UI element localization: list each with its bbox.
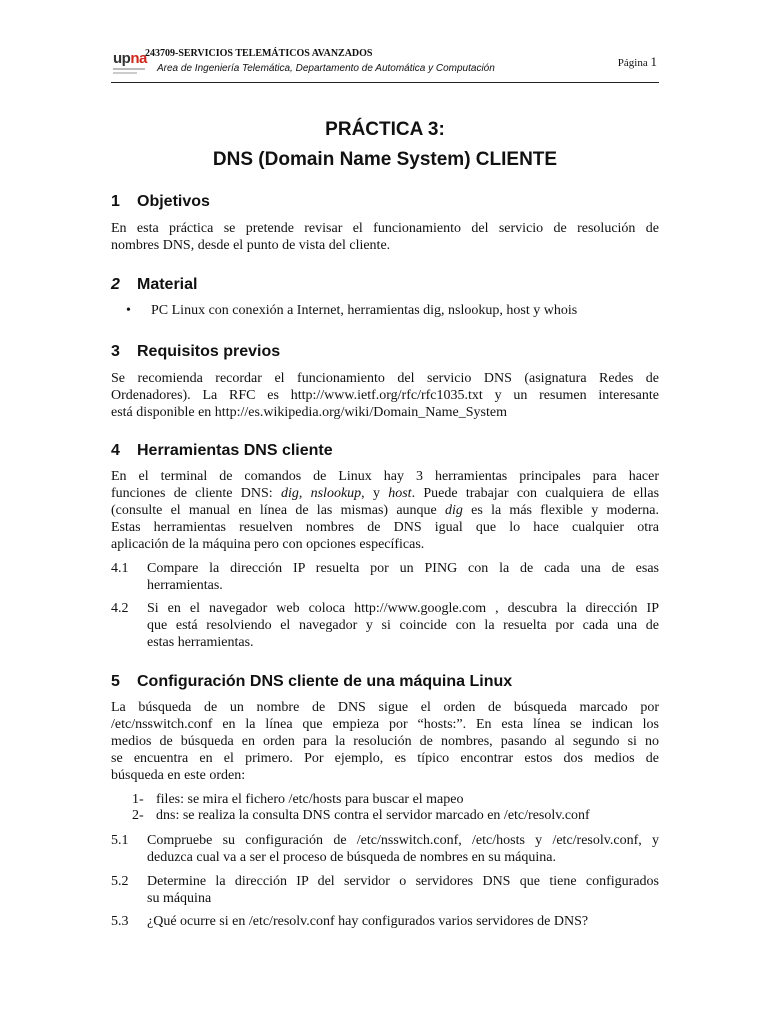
exercise-number: 5.3	[111, 914, 129, 929]
section-number: 1	[111, 193, 120, 210]
section-3-paragraph: Se recomienda recordar el funcionamiento del servicio DNS (asignatura Redes de Ordenadores). La RFC es http://www.ietf.org/rfc/rfc1035.txt y un resumen interesante está disponible en http://es.wikipedia.org/wiki/Domain_Name_System	[111, 371, 659, 420]
section-2-heading	[111, 276, 197, 294]
search-order-item-2: 2- dns: se realiza la consulta DNS contra el servidor marcado en /etc/resolv.conf	[132, 808, 590, 823]
section-title: Requisitos previos	[137, 343, 281, 360]
exercise-number: 4.1	[111, 561, 129, 576]
section-5-paragraph: La búsqueda de un nombre de DNS sigue el orden de búsqueda marcado por /etc/nsswitch.conf en la línea que empieza por “hosts:”. En esta línea se indican los medios de búsqueda en orden para la resolución de nombres, pasando al segundo si no se encuentra en el primero. Por ejemplo, es típico encontrar estos dos medios de búsqueda en este orden:	[111, 700, 659, 783]
material-bullet	[126, 303, 577, 319]
section-4-paragraph: En el terminal de comandos de Linux hay 3 herramientas principales para hacer funciones de cliente DNS: dig, nslookup, y host. Puede trabajar con cualquiera de ellas (consulte el manual en línea de las mismas) aunque dig es la más flexible y moderna. Estas herramientas resuelven nombres de DNS igual que lo hace cualquier otra aplicación de la máquina pero con opciones específicas.	[111, 469, 659, 552]
section-title: Herramientas DNS cliente	[137, 442, 333, 459]
section-number: 4	[111, 442, 120, 459]
department-name: Area de Ingeniería Telemática, Departamento de Automática y Computación	[157, 63, 495, 74]
section-number: 5	[111, 673, 120, 690]
logo-up: up	[113, 50, 131, 67]
bullet-text: PC Linux con conexión a Internet, herramientas dig, nslookup, host y whois	[151, 303, 578, 318]
section-title: Objetivos	[137, 193, 210, 210]
exercise-number: 4.2	[111, 601, 129, 616]
title-line-2: DNS (Domain Name System) CLIENTE	[212, 149, 558, 170]
search-order-item-1: 1- files: se mira el fichero /etc/hosts para buscar el mapeo	[132, 792, 464, 807]
section-1-paragraph: En esta práctica se pretende revisar el funcionamiento del servicio de resolución de nombres DNS, desde el punto de vista del cliente.	[111, 221, 659, 253]
logo-na: na	[130, 50, 147, 67]
section-4-heading	[111, 442, 333, 460]
title-line-1: PRÁCTICA 3:	[325, 119, 445, 140]
page-header	[111, 46, 659, 83]
course-name: 243709-SERVICIOS TELEMÁTICOS AVANZADOS	[145, 48, 373, 59]
page-indicator	[618, 54, 657, 70]
upna-logo	[113, 51, 147, 75]
section-1-heading	[111, 193, 210, 211]
section-3-heading	[111, 343, 280, 361]
section-title: Material	[137, 276, 198, 293]
page-number: 1	[650, 54, 657, 69]
exercise-number: 5.1	[111, 833, 129, 848]
page-label: Página	[617, 57, 648, 69]
bullet-dot: •	[126, 303, 131, 318]
section-title: Configuración DNS cliente de una máquina Linux	[137, 673, 513, 690]
section-number: 2	[111, 276, 120, 293]
exercise-number: 5.2	[111, 874, 129, 889]
section-5-heading	[111, 673, 512, 691]
section-number: 3	[111, 343, 120, 360]
document-page: upna 243709-SERVICIOS TELEMÁTICOS AVANZADOS Area de Ingeniería Telemática, Departamento de Automática y Computación Página 1 PRÁCTICA 3: DNS (Domain Name System) CLIENTE 1 Objetivos En esta práctica se pretende revisar el funcionamiento del servicio de resolución de nombres DNS, desde el punto de vista del cliente. 2 Material • PC Linux con conexión a Internet, herramientas dig, nslookup, host y whois 3 Requisitos previos Se recomienda recordar el funcionamiento del servicio DNS (asignatura Redes de Ordenadores). La RFC es http://www.ietf.org/rfc/rfc1035.txt y un resumen interesante está disponible en http://es.wikipedia.org/wiki/Domain_Name_System 4 Herramientas DNS cliente En el terminal de comandos de Linux hay 3 herramientas principales para hacer funciones de cliente DNS: dig, nslookup, y host. Puede trabajar con cualquiera de ellas (consulte el manual en línea de las mismas) aunque dig es la más flexible y moderna. Estas herramientas resuelven nombres de DNS igual que lo hace cualquier otra aplicación de la máquina pero con opciones específicas. 4.1 Compare la dirección IP resuelta por un PING con la de cada una de esas herramientas. 4.2 Si en el navegador web coloca http://www.google.com , descubra la dirección IP que está resolviendo el navegador y si coincide con la resuelta por cada una de estas herramientas. 5 Configuración DNS cliente de una máquina Linux La búsqueda de un nombre de DNS sigue el orden de búsqueda marcado por /etc/nsswitch.conf en la línea que empieza por “hosts:”. En esta línea se indican los medios de búsqueda en orden para la resolución de nombres, pasando al segundo si no se encuentra en el primero. Por ejemplo, es típico encontrar estos dos medios de búsqueda en este orden: 1- files: se mira el fichero /etc/hosts para buscar el mapeo 2- dns: se realiza la consulta DNS contra el servidor marcado en /etc/resolv.conf 5.1 Compruebe su configuración de /etc/nsswitch.conf, /etc/hosts y /etc/resolv.conf, y deduzca cual va a ser el proceso de búsqueda de nombres en su máquina. 5.2 Determine la dirección IP del servidor o servidores DNS que tiene configurados su máquina 5.3 ¿Qué ocurre si en /etc/resolv.conf hay configurados varios servidores de DNS?	[111, 48, 659, 929]
